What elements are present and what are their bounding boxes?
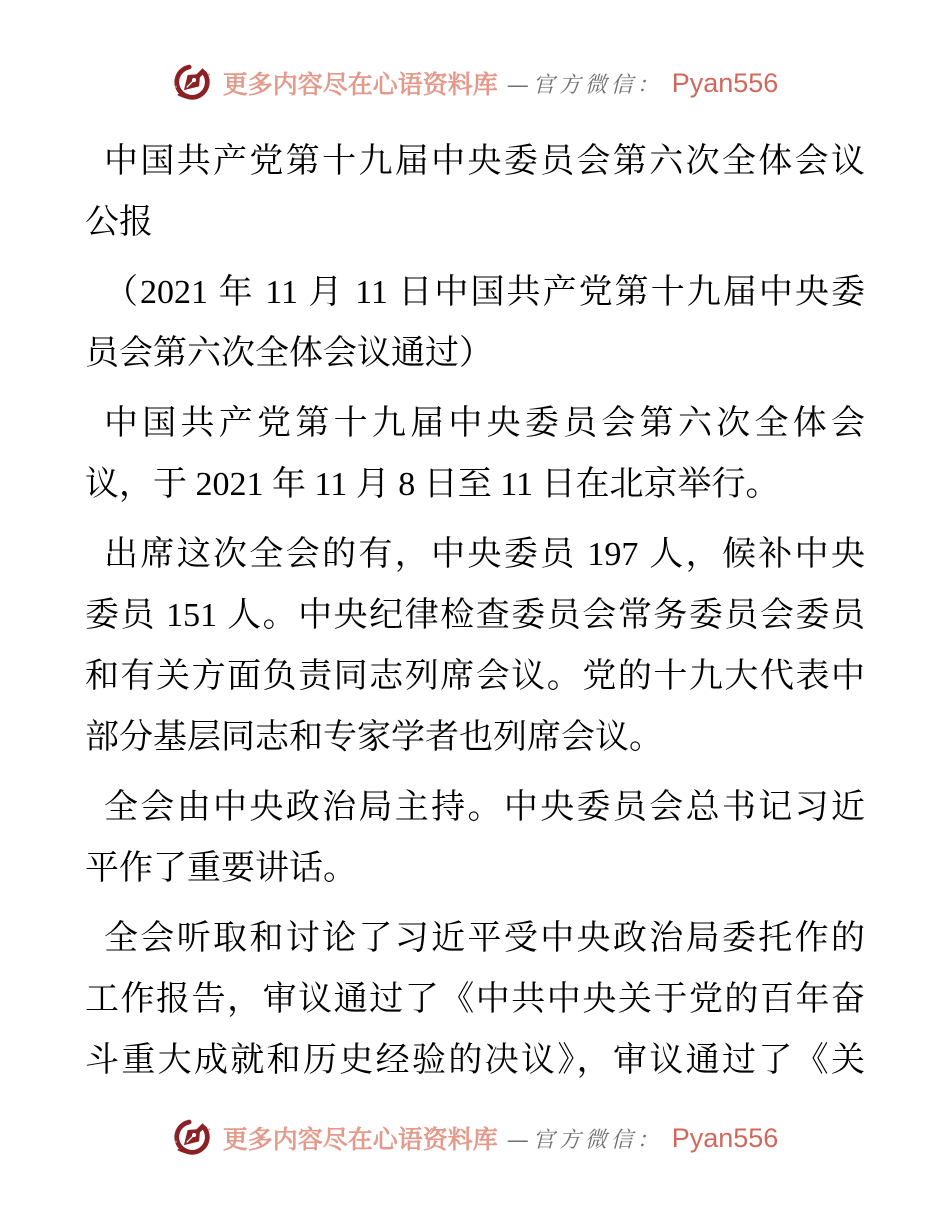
footer-branding: [0, 1117, 950, 1159]
paragraph-session-dates: [85, 393, 865, 515]
paragraph-attendance: [85, 524, 865, 768]
paragraph-presided: [85, 777, 865, 899]
paragraph-title: [85, 131, 865, 253]
header-branding: [0, 62, 950, 104]
brand-text: 更多内容尽在心语资料库: [222, 1127, 498, 1154]
document-body: [85, 131, 865, 1100]
document-line: 员会第六次全体会议通过）: [85, 335, 493, 372]
wechat-id: Pyan556: [671, 67, 779, 98]
pen-logo-icon: [172, 62, 214, 104]
document-line: 部分基层同志和专家学者也列席会议。: [85, 719, 663, 756]
document-line: （2021 年 11 月 11 日中国共产党第十九届中央委: [104, 274, 865, 311]
pen-logo-icon: [172, 1117, 214, 1159]
document-line: 出席这次全会的有，中央委员 197 人，候补中央: [104, 536, 865, 573]
wechat-label: —官方微信：: [506, 1127, 663, 1153]
document-line: 公报: [85, 204, 153, 241]
document-line: 议，于 2021 年 11 月 8 日至 11 日在北京举行。: [85, 466, 780, 503]
paragraph-subtitle: [85, 262, 865, 384]
document-line: 全会听取和讨论了习近平受中央政治局委托作的: [104, 920, 865, 957]
brand-text: 更多内容尽在心语资料库: [222, 72, 498, 99]
wechat-id: Pyan556: [671, 1122, 779, 1153]
document-line: 斗重大成就和历史经验的决议》，审议通过了《关: [85, 1042, 865, 1079]
document-line: 委员 151 人。中央纪律检查委员会常务委员会委员: [85, 597, 865, 634]
paragraph-report: [85, 908, 865, 1091]
document-line: 平作了重要讲话。: [85, 850, 357, 887]
wechat-label: —官方微信：: [506, 72, 663, 98]
document-line: 全会由中央政治局主持。中央委员会总书记习近: [104, 789, 865, 826]
document-line: 工作报告，审议通过了《中共中央关于党的百年奋: [85, 981, 865, 1018]
document-line: 中国共产党第十九届中央委员会第六次全体会议: [104, 143, 865, 180]
document-line: 和有关方面负责同志列席会议。党的十九大代表中: [85, 658, 865, 695]
document-line: 中国共产党第十九届中央委员会第六次全体会: [104, 405, 865, 442]
